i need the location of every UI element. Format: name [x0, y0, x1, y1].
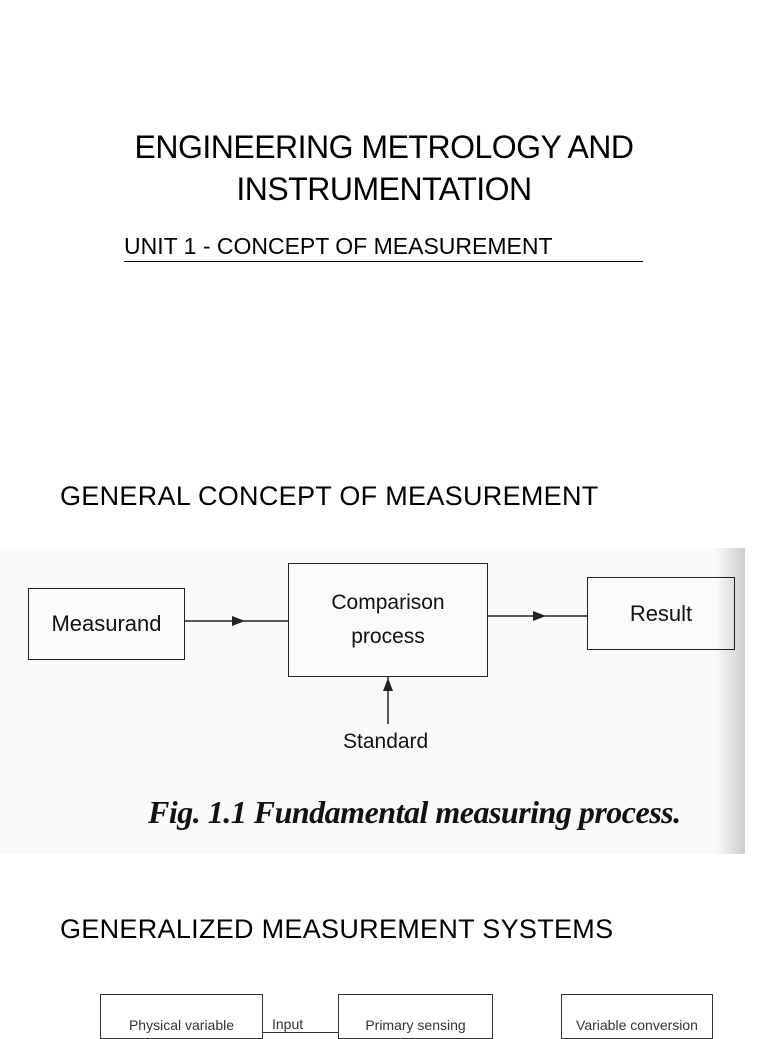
comparison-label: Comparison	[331, 591, 445, 614]
input-arrow	[262, 1032, 338, 1033]
generalized-systems-figure	[0, 988, 768, 1033]
figure-caption: Fig. 1.1 Fundamental measuring process.	[148, 794, 681, 830]
title-line-1: ENGINEERING METROLOGY AND	[134, 129, 634, 165]
unit-subtitle: UNIT 1 - CONCEPT OF MEASUREMENT	[124, 232, 643, 262]
document-title	[0, 126, 768, 210]
fundamental-measuring-process-figure	[0, 548, 745, 854]
title-line-2: INSTRUMENTATION	[236, 171, 532, 207]
primary-sensing-box: Primary sensing	[338, 994, 493, 1039]
comparison-process-box	[288, 563, 488, 677]
input-label: Input	[272, 1016, 304, 1032]
section-heading-generalized-systems: GENERALIZED MEASUREMENT SYSTEMS	[60, 914, 614, 944]
arrowhead-3	[383, 678, 393, 691]
standard-label: Standard	[343, 730, 429, 753]
variable-conversion-box: Variable conversion	[561, 994, 713, 1039]
result-box: Result	[587, 577, 735, 650]
physical-variable-box: Physical variable	[100, 994, 263, 1039]
measurand-box: Measurand	[28, 588, 185, 660]
arrowhead-2	[533, 611, 546, 621]
process-label: process	[351, 625, 425, 648]
arrowhead-1	[232, 616, 245, 626]
scan-shadow	[715, 548, 745, 854]
section-heading-general-concept: GENERAL CONCEPT OF MEASUREMENT	[60, 481, 599, 511]
